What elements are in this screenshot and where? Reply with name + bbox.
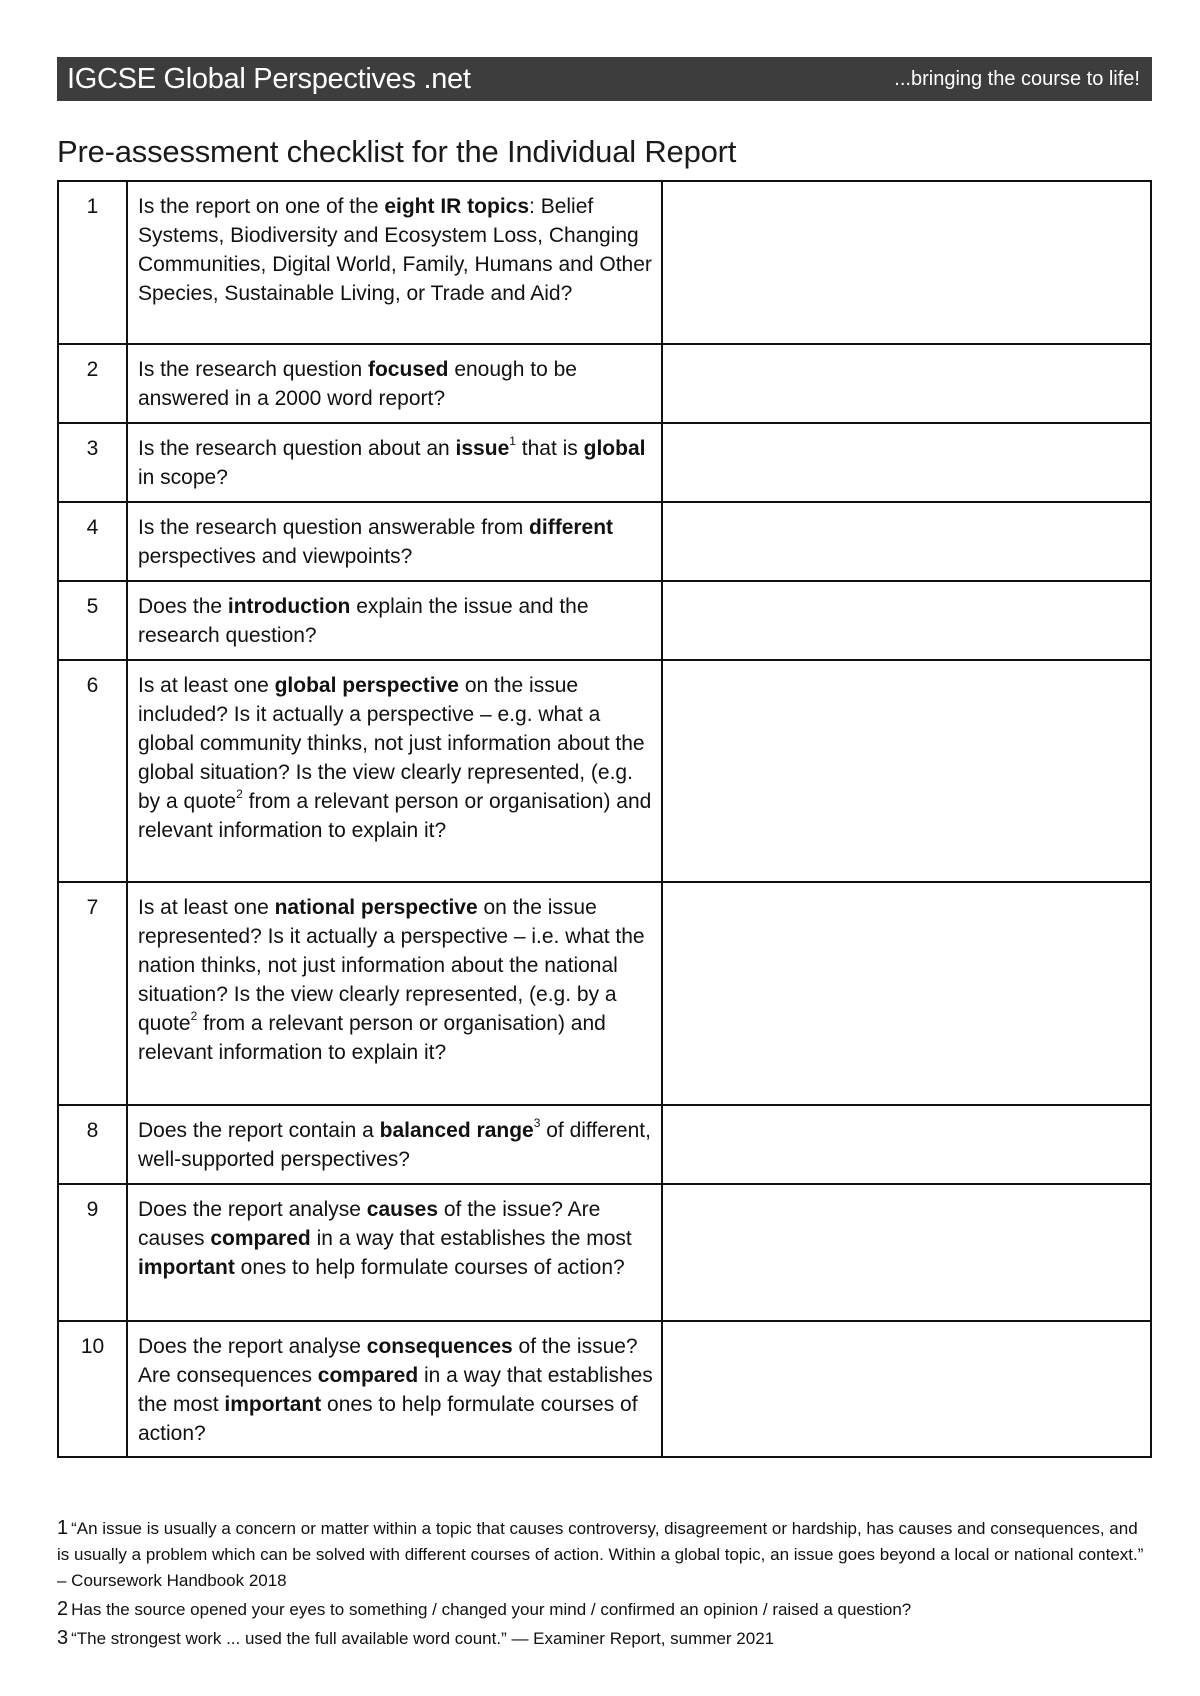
question-text: Does the — [138, 595, 228, 618]
checklist-row — [58, 1321, 1151, 1457]
question-text: perspectives and viewpoints? — [138, 545, 413, 568]
checklist-row — [58, 502, 1151, 581]
question-keyword: different — [529, 516, 614, 539]
footnote-ref: 2 — [190, 1009, 198, 1023]
question-keyword: important — [138, 1256, 235, 1279]
answer-cell[interactable] — [662, 882, 1151, 1105]
checklist-row — [58, 660, 1151, 882]
answer-cell[interactable] — [662, 581, 1151, 660]
question-keyword: global perspective — [274, 674, 459, 697]
checklist-row — [58, 1184, 1151, 1321]
question-keyword: important — [224, 1393, 322, 1416]
row-number: 6 — [58, 660, 127, 882]
answer-cell[interactable] — [662, 344, 1151, 423]
footnotes — [57, 1515, 1152, 1654]
answer-cell[interactable] — [662, 181, 1151, 344]
checklist-question — [127, 660, 662, 882]
row-number: 2 — [58, 344, 127, 423]
question-text: on the issue included? Is it actually a perspective – e.g. what a global community thinks, not just information about the global situation? Is the view clearly represented, (e.g. by a quote — [138, 674, 645, 813]
question-text: in scope? — [138, 466, 228, 489]
footnote — [57, 1596, 1152, 1623]
question-text: of different, well-supported perspectives? — [138, 1119, 651, 1171]
question-keyword: compared — [210, 1227, 311, 1250]
checklist-question — [127, 1321, 662, 1457]
footnote — [57, 1625, 1152, 1652]
row-number: 3 — [58, 423, 127, 502]
row-number: 9 — [58, 1184, 127, 1321]
page-title: Pre-assessment checklist for the Individual Report — [57, 134, 737, 169]
site-tagline: ...bringing the course to life! — [894, 67, 1140, 90]
question-text: enough to be answered in a 2000 word report? — [138, 358, 577, 410]
checklist-question — [127, 423, 662, 502]
question-text: ones to help formulate courses of action? — [234, 1256, 625, 1279]
row-number: 4 — [58, 502, 127, 581]
checklist-table — [57, 180, 1152, 1458]
footnote-text: “An issue is usually a concern or matter within a topic that causes controversy, disagreement or hardship, has causes and consequences, and is usually a problem which can be solved with different courses of action. Within a global topic, an issue goes beyond a local or national context.” – Coursework Handbook 2018 — [57, 1519, 1144, 1590]
question-text: Is at least one — [138, 896, 275, 919]
answer-cell[interactable] — [662, 423, 1151, 502]
question-text: of the issue? Are causes — [138, 1198, 601, 1250]
answer-cell[interactable] — [662, 660, 1151, 882]
row-number: 1 — [58, 181, 127, 344]
row-number: 7 — [58, 882, 127, 1105]
footnote-number: 3 — [57, 1627, 69, 1649]
question-keyword: compared — [317, 1364, 419, 1387]
checklist-question — [127, 1184, 662, 1321]
checklist-row — [58, 181, 1151, 344]
question-text: : Belief Systems, Biodiversity and Ecosystem Loss, Changing Communities, Digital World, Family, Humans and Other Species, Sustainable Living, or Trade and Aid? — [138, 195, 652, 305]
question-text: explain the issue and the research question? — [138, 595, 589, 647]
question-text: from a relevant person or organisation) and relevant information to explain it? — [138, 790, 652, 842]
question-keyword: consequences — [366, 1335, 513, 1358]
checklist-question — [127, 344, 662, 423]
question-keyword: national perspective — [274, 896, 478, 919]
footnote-ref: 2 — [236, 787, 243, 801]
question-text: Does the report analyse — [138, 1335, 367, 1358]
question-keyword: focused — [367, 358, 449, 381]
checklist-row — [58, 1105, 1151, 1184]
question-text: in a way that establishes the most — [310, 1227, 632, 1250]
answer-cell[interactable] — [662, 502, 1151, 581]
checklist-row — [58, 882, 1151, 1105]
answer-cell[interactable] — [662, 1184, 1151, 1321]
answer-cell[interactable] — [662, 1321, 1151, 1457]
question-text: that is — [515, 437, 584, 460]
question-keyword: introduction — [227, 595, 351, 618]
question-keyword: causes — [366, 1198, 439, 1221]
question-text: Is the report on one of the — [138, 195, 385, 218]
question-keyword: balanced range — [379, 1119, 534, 1142]
footnote-number: 1 — [57, 1517, 69, 1539]
site-name: IGCSE Global Perspectives .net — [67, 62, 471, 95]
row-number: 5 — [58, 581, 127, 660]
row-number: 8 — [58, 1105, 127, 1184]
checklist-row — [58, 344, 1151, 423]
checklist-question — [127, 181, 662, 344]
checklist-question — [127, 1105, 662, 1184]
row-number: 10 — [58, 1321, 127, 1457]
question-text: Does the report analyse — [138, 1198, 367, 1221]
question-text: Is the research question — [138, 358, 368, 381]
question-keyword: eight IR topics — [384, 195, 530, 218]
footnote-text: “The strongest work ... used the full available word count.” — Examiner Report, summer 2021 — [71, 1629, 775, 1648]
question-text: Is at least one — [138, 674, 275, 697]
checklist-question — [127, 502, 662, 581]
header-banner — [57, 57, 1152, 101]
question-text: in a way that establishes the most — [138, 1364, 653, 1416]
checklist-row — [58, 581, 1151, 660]
footnote-ref: 3 — [533, 1116, 541, 1130]
checklist-question — [127, 882, 662, 1105]
footnote — [57, 1515, 1152, 1594]
footnote-number: 2 — [57, 1598, 69, 1620]
question-text: of the issue? Are consequences — [138, 1335, 638, 1387]
footnote-text: Has the source opened your eyes to something / changed your mind / confirmed an opinion / raised a question? — [71, 1600, 912, 1619]
checklist-body — [58, 181, 1151, 1457]
question-text: on the issue represented? Is it actually a perspective – i.e. what the nation thinks, not just information about the national situation? Is the view clearly represented, (e.g. by a quote — [138, 896, 645, 1035]
checklist-question — [127, 581, 662, 660]
question-text: from a relevant person or organisation) and relevant information to explain it? — [138, 1012, 606, 1064]
question-text: ones to help formulate courses of action? — [138, 1393, 638, 1445]
checklist-row — [58, 423, 1151, 502]
footnote-ref: 1 — [509, 434, 516, 448]
answer-cell[interactable] — [662, 1105, 1151, 1184]
question-text: Is the research question answerable from — [138, 516, 530, 539]
question-text: Does the report contain a — [138, 1119, 380, 1142]
question-text: Is the research question about an — [138, 437, 456, 460]
question-keyword: global — [583, 437, 646, 460]
question-keyword: issue — [455, 437, 510, 460]
